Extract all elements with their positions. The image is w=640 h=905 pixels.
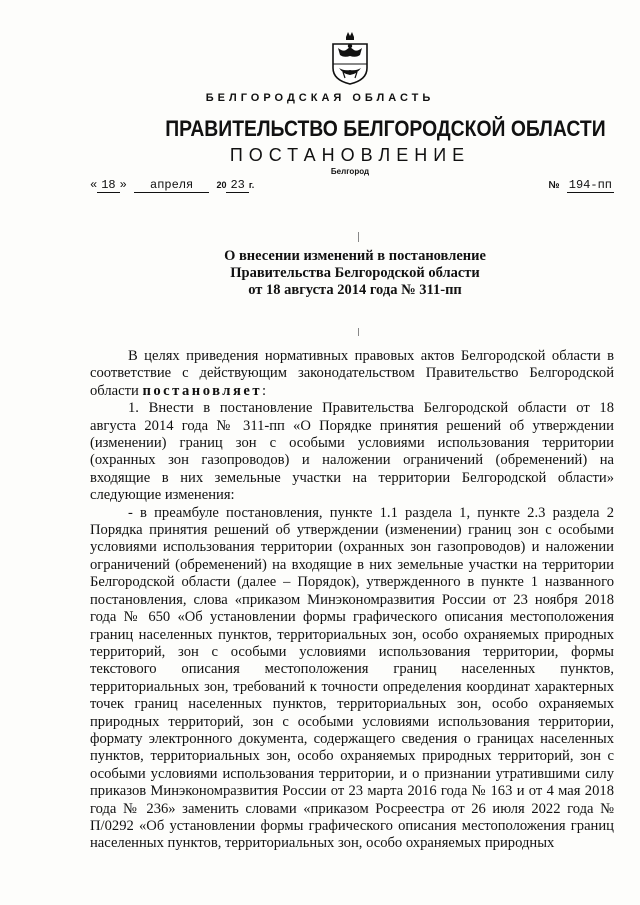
- city-label: Белгород: [330, 167, 370, 176]
- document-type: ПОСТАНОВЛЕНИЕ: [229, 145, 471, 165]
- date-year-unit: г.: [248, 180, 255, 190]
- clause-1-paragraph: 1. Внести в постановление Правительства Белгородской области от 18 августа 2014 года № 311-пп «О Порядке принятия решений об утверждении (изменении) границ зон с особыми условиями использования территории (охранных зон газопроводов) и наложении ограничений (обременений) на входящие в них земельные участки на территории Белгородской области» следующие изменения:: [90, 400, 614, 504]
- amendment-paragraph: - в преамбуле постановления, пункте 1.1 раздела 1, пункте 2.3 раздела 2 Порядка принятия решений об утверждении (изменении) границ зон с особыми условиями использования территории (охранных зон газопроводов) и наложении ограничений (обременений) на входящие в них земельные участки на территории Белгородской области (далее – Порядок), утвержденного в пункте 1 названного постановления, слова «приказом Минэкономразвития России от 23 ноября 2018 года № 650 «Об установлении формы графического описания местоположения границ населенных пунктов, территориальных зон, особо охраняемых природных территорий, зон с особыми условиями использования территории, формы текстового описания местоположения границ населенных пунктов, территориальных зон, требований к точности определения координат характерных точек границ населенных пунктов, территориальных зон, особо охраняемых природных территорий, зон с особыми условиями использования территории, формату электронного документа, содержащего сведения о границах населенных пунктов, территориальных зон, особо охраняемых природных территорий, зон с особыми условиями использования территории, и о признании утратившими силу приказов Минэкономразвития России от 23 марта 2016 года № 163 и от 4 мая 2018 года № 236» заменить словами «приказом Росреестра от 26 июля 2022 года № П/0292 «Об установлении формы графического описания местоположения границ населенных пунктов, территориальных зон, особо охраняемых природных: [90, 504, 614, 852]
- date-year-prefix: 20: [216, 180, 227, 190]
- date-year-suffix: 23: [226, 178, 248, 193]
- scan-mark: [358, 232, 359, 242]
- resolution-verb: постановляет: [142, 382, 263, 399]
- subject-line: Правительства Белгородской области: [230, 265, 480, 281]
- document-body: [90, 348, 614, 853]
- scan-mark: [358, 328, 359, 336]
- subject-line: от 18 августа 2014 года № 311-пп: [248, 282, 462, 298]
- date-month: апреля: [134, 178, 209, 193]
- date-open-quote: «: [90, 178, 98, 192]
- document-number: [548, 178, 614, 192]
- subject-line: О внесении изменений в постановление: [224, 248, 486, 264]
- date-line: [90, 178, 254, 192]
- government-title: ПРАВИТЕЛЬСТВО БЕЛГОРОДСКОЙ ОБЛАСТИ: [165, 116, 606, 141]
- number-prefix: №: [548, 180, 560, 191]
- preamble-colon: :: [262, 382, 267, 399]
- number-value: 194-пп: [568, 178, 612, 192]
- preamble-text: В целях приведения нормативных правовых актов Белгородской области в соответствие с действующим законодательством Правительство Белгородской области: [90, 348, 614, 399]
- coat-of-arms-emblem: [329, 28, 371, 86]
- date-close-quote: »: [119, 178, 127, 192]
- document-subject: [140, 248, 570, 299]
- preamble-paragraph: [90, 348, 614, 400]
- region-heading: БЕЛГОРОДСКАЯ ОБЛАСТЬ: [205, 92, 435, 104]
- date-day: 18: [97, 178, 119, 193]
